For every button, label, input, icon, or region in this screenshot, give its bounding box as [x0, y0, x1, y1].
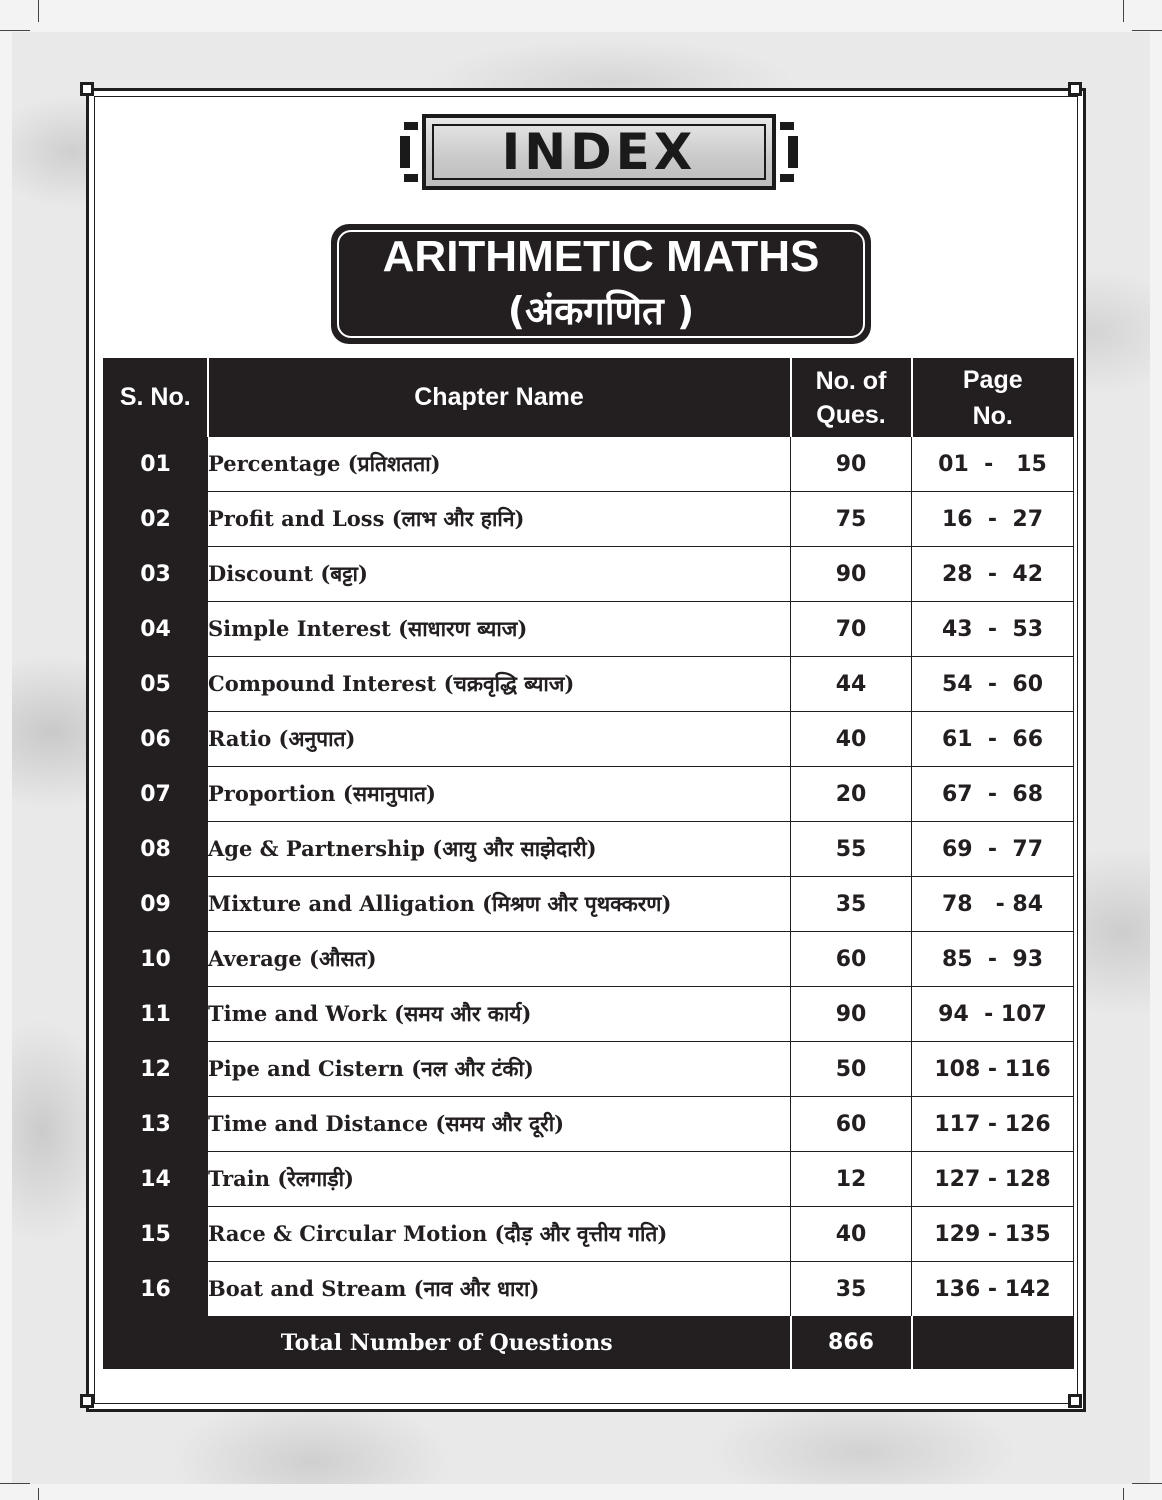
table-row [104, 1152, 1074, 1207]
row-question-count: 55 [791, 822, 912, 877]
table-row [104, 932, 1074, 987]
row-question-count: 40 [791, 1207, 912, 1262]
table-row [104, 767, 1074, 822]
banner-ornament [788, 136, 798, 168]
row-chapter-name: Ratio (अनुपात) [208, 712, 791, 767]
row-chapter-name: Time and Work (समय और कार्य) [208, 987, 791, 1042]
index-banner [400, 108, 798, 196]
row-chapter-name: Race & Circular Motion (दौड़ और वृत्तीय गति) [208, 1207, 791, 1262]
row-question-count: 50 [791, 1042, 912, 1097]
total-empty-cell [912, 1317, 1074, 1369]
frame-corner-ornament [80, 1394, 94, 1408]
row-chapter-name: Simple Interest (साधारण ब्याज) [208, 602, 791, 657]
row-question-count: 35 [791, 877, 912, 932]
row-question-count: 60 [791, 1097, 912, 1152]
crop-mark [38, 1488, 39, 1500]
subject-title-english: ARITHMETIC MATHS [382, 232, 820, 281]
row-chapter-name: Compound Interest (चक्रवृद्धि ब्याज) [208, 657, 791, 712]
row-chapter-name: Discount (बट्टा) [208, 547, 791, 602]
total-value: 866 [791, 1317, 912, 1369]
row-question-count: 70 [791, 602, 912, 657]
row-chapter-name: Train (रेलगाड़ी) [208, 1152, 791, 1207]
row-chapter-name: Average (औसत) [208, 932, 791, 987]
row-chapter-name: Boat and Stream (नाव और धारा) [208, 1262, 791, 1317]
row-sno: 16 [104, 1262, 208, 1317]
table-row [104, 987, 1074, 1042]
table-total-row [104, 1317, 1074, 1369]
row-page-range: 69 - 77 [912, 822, 1074, 877]
row-sno: 15 [104, 1207, 208, 1262]
table-row [104, 437, 1074, 492]
row-sno: 05 [104, 657, 208, 712]
table-row [104, 602, 1074, 657]
table-row [104, 657, 1074, 712]
row-sno: 02 [104, 492, 208, 547]
row-page-range: 136 - 142 [912, 1262, 1074, 1317]
row-page-range: 127 - 128 [912, 1152, 1074, 1207]
banner-ornament [780, 122, 794, 130]
row-chapter-name: Pipe and Cistern (नल और टंकी) [208, 1042, 791, 1097]
row-sno: 03 [104, 547, 208, 602]
row-question-count: 44 [791, 657, 912, 712]
row-sno: 12 [104, 1042, 208, 1097]
row-question-count: 90 [791, 547, 912, 602]
table-row [104, 712, 1074, 767]
header-no-of-questions: No. of Ques. [791, 359, 912, 437]
row-sno: 01 [104, 437, 208, 492]
row-page-range: 129 - 135 [912, 1207, 1074, 1262]
crop-mark [1132, 1483, 1162, 1484]
table-row [104, 1042, 1074, 1097]
header-chapter-name: Chapter Name [208, 359, 791, 437]
subject-heading [331, 224, 871, 344]
index-title-box [422, 114, 776, 190]
frame-corner-ornament [80, 82, 94, 96]
row-chapter-name: Age & Partnership (आयु और साझेदारी) [208, 822, 791, 877]
total-label: Total Number of Questions [104, 1317, 791, 1369]
row-page-range: 54 - 60 [912, 657, 1074, 712]
row-chapter-name: Mixture and Alligation (मिश्रण और पृथक्करण) [208, 877, 791, 932]
row-sno: 07 [104, 767, 208, 822]
row-sno: 09 [104, 877, 208, 932]
header-page-no: Page No. [912, 359, 1074, 437]
row-question-count: 20 [791, 767, 912, 822]
row-page-range: 85 - 93 [912, 932, 1074, 987]
row-page-range: 94 - 107 [912, 987, 1074, 1042]
row-sno: 04 [104, 602, 208, 657]
row-page-range: 108 - 116 [912, 1042, 1074, 1097]
row-page-range: 117 - 126 [912, 1097, 1074, 1152]
banner-ornament [780, 174, 794, 182]
row-chapter-name: Time and Distance (समय और दूरी) [208, 1097, 791, 1152]
banner-ornament [404, 122, 418, 130]
crop-mark [38, 0, 39, 22]
table-row [104, 492, 1074, 547]
row-page-range: 67 - 68 [912, 767, 1074, 822]
row-chapter-name: Profit and Loss (लाभ और हानि) [208, 492, 791, 547]
table-row [104, 1262, 1074, 1317]
frame-corner-ornament [1068, 1394, 1082, 1408]
row-question-count: 90 [791, 437, 912, 492]
row-sno: 13 [104, 1097, 208, 1152]
row-page-range: 28 - 42 [912, 547, 1074, 602]
row-question-count: 35 [791, 1262, 912, 1317]
table-row [104, 822, 1074, 877]
row-sno: 08 [104, 822, 208, 877]
row-question-count: 40 [791, 712, 912, 767]
frame-corner-ornament [1068, 82, 1082, 96]
banner-ornament [404, 174, 418, 182]
banner-ornament [400, 136, 410, 168]
index-title: INDEX [501, 123, 697, 181]
subject-title-hindi: (अंकगणित ) [507, 289, 695, 333]
row-chapter-name: Proportion (समानुपात) [208, 767, 791, 822]
crop-mark [1123, 0, 1124, 22]
row-page-range: 61 - 66 [912, 712, 1074, 767]
row-question-count: 60 [791, 932, 912, 987]
row-page-range: 01 - 15 [912, 437, 1074, 492]
crop-mark [1132, 30, 1162, 31]
row-page-range: 78 - 84 [912, 877, 1074, 932]
row-page-range: 16 - 27 [912, 492, 1074, 547]
row-sno: 06 [104, 712, 208, 767]
table-row [104, 877, 1074, 932]
table-header-row [104, 359, 1074, 437]
row-sno: 10 [104, 932, 208, 987]
row-chapter-name: Percentage (प्रतिशतता) [208, 437, 791, 492]
row-sno: 14 [104, 1152, 208, 1207]
table-row [104, 547, 1074, 602]
row-question-count: 75 [791, 492, 912, 547]
table-row [104, 1207, 1074, 1262]
header-sno: S. No. [104, 359, 208, 437]
crop-mark [0, 1483, 30, 1484]
crop-mark [0, 30, 30, 31]
crop-mark [1123, 1488, 1124, 1500]
row-sno: 11 [104, 987, 208, 1042]
chapter-index-table [103, 358, 1074, 1369]
row-question-count: 12 [791, 1152, 912, 1207]
row-question-count: 90 [791, 987, 912, 1042]
table-row [104, 1097, 1074, 1152]
row-page-range: 43 - 53 [912, 602, 1074, 657]
